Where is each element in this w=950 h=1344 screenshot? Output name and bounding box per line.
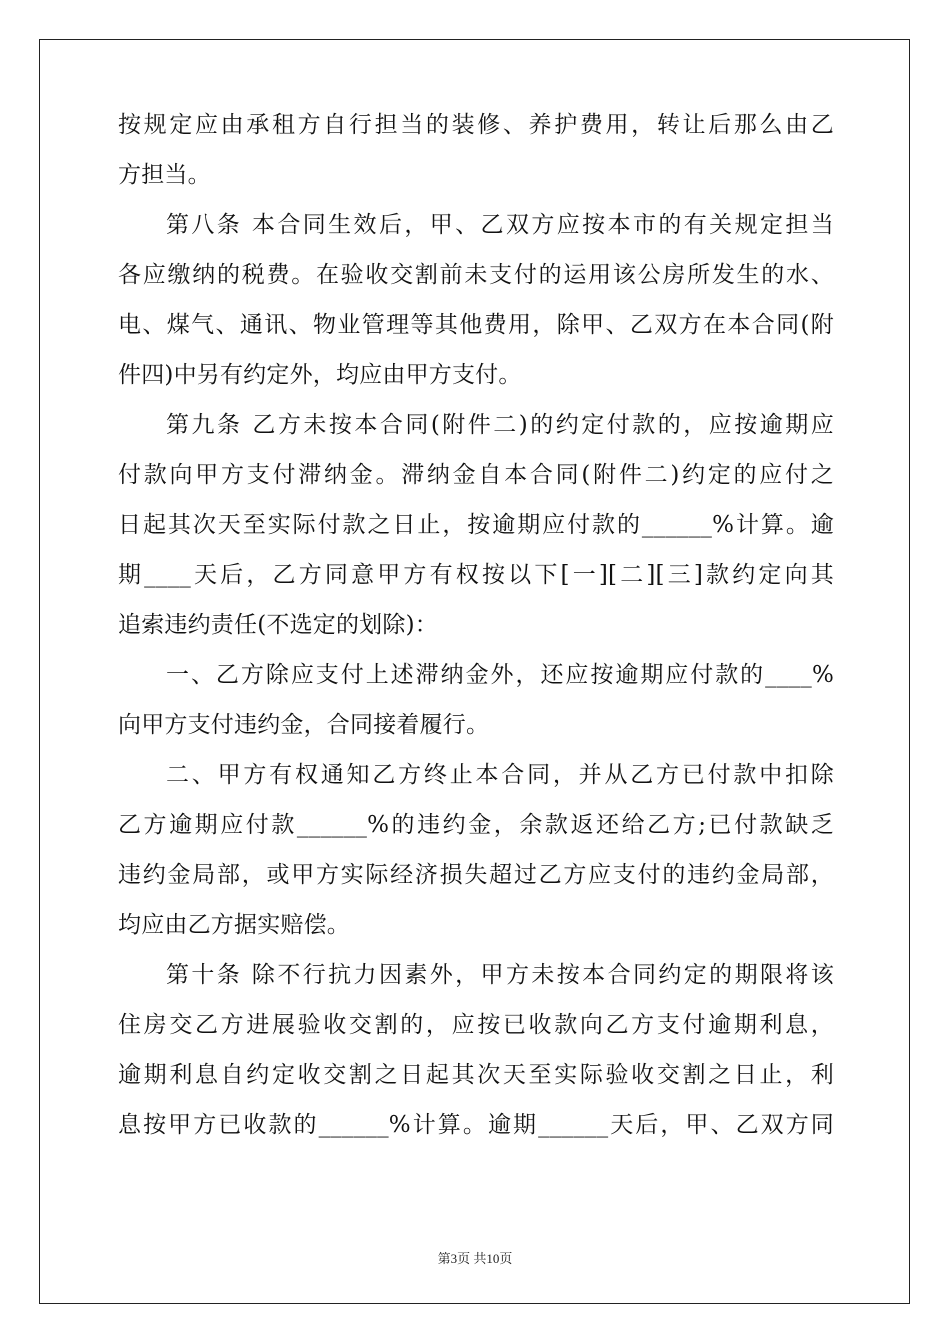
text-line: 逾期利息自约定收交割之日起其次天至实际验收交割之日止，利	[118, 1062, 834, 1088]
text-line: 按规定应由承租方自行担当的装修、养护费用，转让后那么由乙	[118, 112, 834, 138]
text-line: 向甲方支付违约金，合同接着履行。	[118, 712, 490, 738]
clause-2-line: 二、甲方有权通知乙方终止本合同，并从乙方已付款中扣除	[166, 762, 834, 788]
text-line: 件四)中另有约定外，均应由甲方支付。	[118, 362, 522, 388]
text-line: 违约金局部，或甲方实际经济损失超过乙方应支付的违约金局部，	[118, 862, 834, 888]
article-9-heading-line: 第九条 乙方未按本合同(附件二)的约定付款的，应按逾期应	[166, 412, 834, 438]
clause-1-line: 一、乙方除应支付上述滞纳金外，还应按逾期应付款的____%	[166, 662, 834, 688]
article-10-heading-line: 第十条 除不行抗力因素外，甲方未按本合同约定的期限将该	[166, 962, 834, 988]
text-line: 方担当。	[118, 162, 211, 188]
document-body	[118, 100, 834, 1150]
text-line: 乙方逾期应付款______%的违约金，余款返还给乙方;已付款缺乏	[118, 812, 834, 838]
text-line: 追索违约责任(不选定的划除)：	[118, 612, 438, 638]
text-line: 住房交乙方进展验收交割的，应按已收款向乙方支付逾期利息，	[118, 1012, 834, 1038]
text-line: 各应缴纳的税费。在验收交割前未支付的运用该公房所发生的水、	[118, 262, 834, 288]
text-line: 均应由乙方据实赔偿。	[118, 912, 350, 938]
article-8-heading-line: 第八条 本合同生效后，甲、乙双方应按本市的有关规定担当	[166, 212, 834, 238]
page-number-footer: 第3页 共10页	[437, 1251, 513, 1266]
text-line: 电、煤气、通讯、物业管理等其他费用，除甲、乙双方在本合同(附	[118, 312, 834, 338]
text-line: 期____天后，乙方同意甲方有权按以下[一][二][三]款约定向其	[118, 562, 834, 588]
text-line: 付款向甲方支付滞纳金。滞纳金自本合同(附件二)约定的应付之	[118, 462, 834, 488]
text-line: 息按甲方已收款的______%计算。逾期______天后，甲、乙双方同	[118, 1112, 834, 1138]
text-line: 日起其次天至实际付款之日止，按逾期应付款的______%计算。逾	[118, 512, 834, 538]
